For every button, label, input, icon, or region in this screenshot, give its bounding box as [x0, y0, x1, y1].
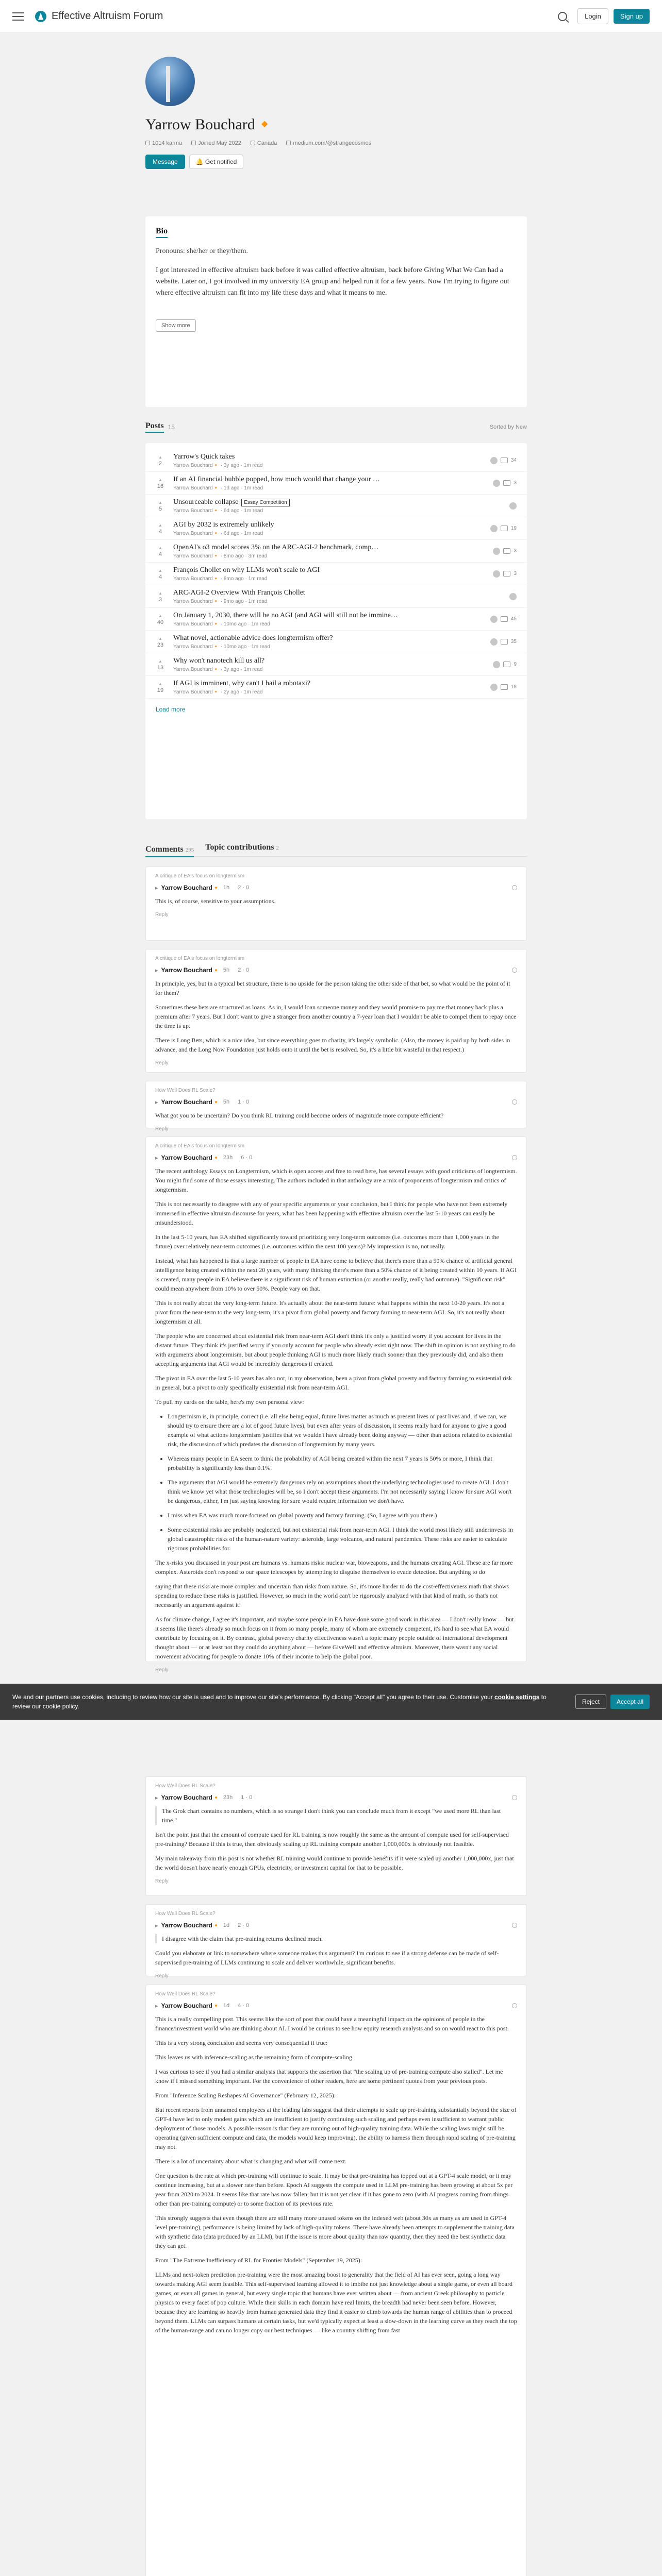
tab-topic-contributions[interactable] — [205, 843, 279, 852]
author-avatar — [493, 480, 500, 487]
comment-paragraph: From "Inference Scaling Reshapes AI Governance" (February 12, 2025): — [155, 2092, 336, 2099]
post-karma — [153, 454, 168, 467]
author-avatar — [509, 593, 517, 600]
profile-avatar — [145, 57, 195, 106]
post-row[interactable] — [145, 676, 527, 699]
post-body — [173, 498, 481, 514]
comment-author[interactable]: Yarrow Bouchard🔸 — [161, 1794, 220, 1801]
author-avatar — [490, 457, 498, 464]
cookie-text-after: to review our cookie policy. — [12, 1693, 547, 1710]
joined-stat — [191, 140, 241, 146]
comment-author[interactable]: Yarrow Bouchard🔸 — [161, 1154, 220, 1161]
post-right — [481, 457, 517, 464]
comment-votes[interactable]: 6 · 0 — [241, 1155, 253, 1161]
karma-stat — [145, 140, 182, 146]
post-karma — [153, 681, 168, 693]
comment-count[interactable]: 18 — [510, 684, 517, 690]
post-title[interactable] — [173, 544, 481, 552]
author-avatar — [490, 684, 498, 691]
post-title-text[interactable]: ARC-AGI-2 Overview With François Chollet — [173, 588, 305, 597]
comment-paragraph: The x-risks you discussed in your post are humans vs. humans risks: nuclear war, bioweapons, and the humans creating AGI. These are far more complex. Asteroids don't respond to our space telescopes by attempting to disguise themselves to evade detection. But anything to do — [155, 1559, 513, 1575]
cookie-banner — [0, 1684, 662, 1720]
upvote-icon[interactable]: ▲ — [158, 681, 162, 686]
post-right — [481, 684, 517, 691]
post-karma — [153, 658, 168, 671]
post-title[interactable] — [173, 612, 481, 620]
comment-card — [145, 867, 527, 941]
comment-votes[interactable]: 4 · 0 — [238, 2003, 250, 2009]
quote-text: I disagree with the claim that pre-training returns declined much. — [162, 1935, 323, 1942]
posts-heading: Posts — [145, 421, 164, 433]
load-more-link[interactable]: Load more — [156, 706, 186, 713]
website-text[interactable]: medium.com/@strangecosmos — [293, 140, 372, 146]
post-row[interactable] — [145, 472, 527, 495]
post-right — [481, 593, 517, 600]
post-karma — [153, 590, 168, 603]
post-right — [481, 570, 517, 578]
post-row[interactable] — [145, 449, 527, 472]
comment-paragraph: What got you to be uncertain? Do you think RL training could become orders of magnitude more compute efficient? — [155, 1112, 444, 1119]
collapse-icon[interactable]: ▸ — [155, 1794, 158, 1801]
bell-icon: 🔔 — [195, 158, 205, 165]
post-title-text[interactable]: On January 1, 2030, there will be no AGI (and AGI will still not be immine… — [173, 611, 398, 619]
karma-value: 5 — [158, 505, 162, 512]
get-notified-label: Get notified — [205, 158, 237, 165]
reply-button[interactable]: Reply — [155, 1667, 169, 1673]
post-row[interactable] — [145, 631, 527, 653]
post-right — [481, 661, 517, 668]
karma-value: 23 — [157, 641, 164, 648]
comment-card — [145, 1904, 527, 1979]
post-title[interactable] — [173, 476, 481, 484]
get-notified-button[interactable] — [189, 155, 244, 169]
author-avatar — [493, 570, 500, 578]
post-meta: Yarrow Bouchard🔸 · 6d ago · 1m read — [173, 530, 263, 536]
comment-link-icon[interactable] — [512, 2003, 517, 2008]
comment-link-icon[interactable] — [512, 1099, 517, 1105]
karma-text: 1014 karma — [152, 140, 183, 146]
reply-button[interactable]: Reply — [155, 912, 169, 918]
comment-post-context[interactable]: How Well Does RL Scale? — [155, 1088, 216, 1093]
karma-value: 4 — [158, 573, 162, 580]
upvote-icon[interactable]: ▲ — [158, 613, 162, 618]
karma-value: 40 — [157, 619, 164, 625]
post-body — [173, 634, 481, 650]
post-meta: Yarrow Bouchard🔸 · 3y ago · 1m read — [173, 666, 263, 672]
comment-age: 1d — [223, 1922, 230, 1928]
reply-button[interactable]: Reply — [155, 1060, 169, 1066]
comment-paragraph: As for climate change, I agree it's important, and maybe some people in EA have done some good work in this area — I don't really know — but it seems like there's already so much focus on it from so many people, many of whom are extremely competent, it's hard to see what EA would contribute by focusing on it. By contrast, global poverty charity effectiveness wasn't a topic many people outside of international development thought about — or at least not they could do anything about — before GiveWell and effective altruism. Moreover, there wasn't any social movement advocating for people to donate 10% of their income to help the global poor. — [155, 1616, 514, 1660]
comment-paragraph: This is not necessarily to disagree with any of your specific arguments or your conclusion, but I think for people who have not been extremely immersed in effective altruism discourse for years, what has been happening with effective altruism over the last 5-10 years can easily be misunderstood. — [155, 1200, 508, 1226]
karma-value: 19 — [157, 687, 164, 693]
post-row[interactable] — [145, 653, 527, 676]
post-meta: Yarrow Bouchard🔸 · 10mo ago · 1m read — [173, 643, 270, 650]
post-meta: Yarrow Bouchard🔸 · 2y ago · 1m read — [173, 689, 263, 695]
post-body — [173, 612, 481, 627]
karma-value: 2 — [158, 460, 162, 467]
comment-author[interactable]: Yarrow Bouchard🔸 — [161, 967, 220, 974]
post-title-text[interactable]: François Chollet on why LLMs won't scale to AGI — [173, 566, 320, 574]
karma-icon — [145, 141, 150, 145]
comment-author[interactable]: Yarrow Bouchard🔸 — [161, 884, 220, 891]
reply-button[interactable]: Reply — [155, 1878, 169, 1884]
comment-age: 1d — [223, 2003, 230, 2009]
comment-paragraph: This is a very strong conclusion and seems very consequential if true: — [155, 2039, 328, 2046]
post-title[interactable] — [173, 566, 481, 574]
comment-paragraph: This is, of course, sensitive to your assumptions. — [155, 897, 276, 905]
post-title-text[interactable]: AGI by 2032 is extremely unlikely — [173, 520, 274, 529]
cookie-buttons — [575, 1694, 650, 1709]
comment-post-context[interactable]: How Well Does RL Scale? — [155, 1911, 216, 1917]
comment-header — [155, 1794, 517, 1801]
comment-card — [145, 949, 527, 1073]
posts-header — [145, 421, 527, 433]
author-avatar — [490, 525, 498, 532]
post-karma — [153, 545, 168, 557]
comment-author[interactable]: Yarrow Bouchard🔸 — [161, 2002, 220, 2009]
link-icon — [286, 141, 291, 145]
post-right — [481, 502, 517, 510]
comment-paragraph: There is Long Bets, which is a nice idea, but since everything goes to charity, it's largely symbolic. (Also, the money is paid up by both sides in advance, and the Long Now Foundation just holds onto it until the bet is resolved. So, it's a little bit wasteful in that respect.) — [155, 1037, 510, 1053]
tab-comments[interactable] — [145, 845, 194, 857]
comment-post-context[interactable]: How Well Does RL Scale? — [155, 1783, 216, 1789]
accept-cookies-button[interactable]: Accept all — [610, 1694, 650, 1709]
comment-age: 23h — [223, 1155, 233, 1161]
post-meta: Yarrow Bouchard🔸 · 1d ago · 1m read — [173, 485, 263, 491]
comment-link-icon[interactable] — [512, 1923, 517, 1928]
collapse-icon[interactable]: ▸ — [155, 1099, 158, 1106]
comment-paragraph: This is a really compelling post. This seems like the sort of post that could have a meaningful impact on the opinions of people in the finance/investment world who are thinking about AI. I would be curious to see how equity research analysts and so on would react to this post. — [155, 2015, 509, 2032]
message-button[interactable]: Message — [145, 155, 185, 169]
comment-votes[interactable]: 2 · 0 — [238, 967, 250, 973]
sort-dropdown[interactable]: Sorted by New — [489, 424, 527, 430]
post-body — [173, 521, 481, 536]
comment-votes[interactable]: 2 · 0 — [238, 885, 250, 891]
comment-count[interactable]: 3 — [514, 571, 517, 577]
post-karma — [153, 522, 168, 535]
comment-votes[interactable]: 1 · 0 — [238, 1099, 250, 1105]
website-link[interactable] — [286, 140, 371, 146]
upvote-icon[interactable]: ▲ — [158, 568, 162, 573]
post-row[interactable] — [145, 608, 527, 631]
comment-paragraph: This strongly suggests that even though there are still many more unused tokens on the indexed web (about 30x as many as are used in GPT-4 level pre-training), performance is being limited by lack of high-quality tokens. There have already been attempts to supplement the training data with synthetic data (data produced by an LLM), but if the issue is more about quality than raw quantity, then they need the best synthetic data they can get. — [155, 2214, 515, 2249]
comment-icon[interactable] — [503, 662, 510, 667]
menu-icon[interactable] — [12, 12, 24, 21]
post-body — [173, 476, 481, 491]
bio-heading: Bio — [156, 227, 168, 238]
comment-paragraph: This leaves us with inference-scaling as the remaining form of compute-scaling. — [155, 2054, 354, 2061]
cookie-text-before: We and our partners use cookies, including to review how our site is used and to improve our site's performance. By clicking "Accept all" you agree to their use. Customise your — [12, 1693, 495, 1701]
comment-age: 5h — [223, 967, 230, 973]
comment-count[interactable]: 9 — [514, 662, 517, 667]
comment-author[interactable]: Yarrow Bouchard🔸 — [161, 1922, 220, 1929]
author-avatar — [509, 502, 517, 510]
post-body — [173, 657, 481, 672]
collapse-icon[interactable]: ▸ — [155, 1922, 158, 1929]
comment-icon[interactable] — [503, 480, 510, 486]
show-more-button[interactable]: Show more — [156, 319, 196, 332]
comment-link-icon[interactable] — [512, 885, 517, 890]
reply-button[interactable]: Reply — [155, 1973, 169, 1979]
collapse-icon[interactable]: ▸ — [155, 967, 158, 974]
location-text: Canada — [257, 140, 277, 146]
comment-card — [145, 1985, 527, 2576]
post-meta: Yarrow Bouchard🔸 · 8mo ago · 1m read — [173, 575, 268, 582]
bio-pronouns: Pronouns: she/her or they/them. — [156, 247, 248, 255]
comment-paragraph: The pivot in EA over the last 5-10 years has also not, in my observation, been a pivot from global poverty and factory farming to existential risk in general, but a pivot to only specifically existential risk from near-term AGI. — [155, 1375, 512, 1391]
post-title[interactable] — [173, 521, 481, 529]
comment-count[interactable]: 19 — [510, 526, 517, 531]
comment-paragraph: But recent reports from unnamed employees at the leading labs suggest that their attempts to scale up pre-training substantially beyond the size of GPT-4 have led to only modest gains which are insufficient to justify continuing such scaling and perhaps even insufficient to warrant public deployment of those models. A possible reason is that they are running out of high-quality training data. While the scaling laws might still be operating (given sufficient compute and data, the models would keep improving), the ability to harness them through rapid scaling of pre-training may not. — [155, 2106, 517, 2150]
post-title-text[interactable]: If an AI financial bubble popped, how much would that change your … — [173, 475, 380, 483]
comment-count[interactable]: 45 — [510, 616, 517, 622]
post-body — [173, 566, 481, 582]
karma-value: 3 — [158, 596, 162, 603]
post-title[interactable] — [173, 589, 481, 597]
tab-comments-count: 295 — [185, 847, 194, 853]
profile-name: Yarrow Bouchard🔸 — [145, 116, 275, 133]
comment-icon[interactable] — [501, 684, 508, 690]
karma-value: 13 — [157, 664, 164, 671]
post-meta: Yarrow Bouchard🔸 · 9mo ago · 1m read — [173, 598, 268, 604]
comment-card — [145, 1081, 527, 1132]
collapse-icon[interactable]: ▸ — [155, 1155, 158, 1161]
cookie-text — [12, 1692, 559, 1711]
comment-paragraph: I was curious to see if you had a similar analysis that supports the assertion that "the scaling up of pre-training compute also stalled". Let me know if I missed something important. For the convenience of other readers, here are some pertinent quotes from your previous posts. — [155, 2068, 503, 2084]
collapse-icon[interactable]: ▸ — [155, 2003, 158, 2009]
posts-count: 15 — [168, 423, 175, 431]
comment-link-icon[interactable] — [512, 968, 517, 973]
post-row[interactable] — [145, 495, 527, 517]
post-karma — [153, 636, 168, 648]
profile-meta — [145, 140, 371, 146]
upvote-icon[interactable]: ▲ — [158, 590, 162, 596]
comment-quote — [155, 1806, 517, 1825]
post-row[interactable] — [145, 540, 527, 563]
post-meta: Yarrow Bouchard🔸 · 10mo ago · 1m read — [173, 621, 270, 627]
collapse-icon[interactable]: ▸ — [155, 885, 158, 891]
comment-bullet: • Longtermism is, in principle, correct (i.e. all else being equal, future lives matter as much as present lives or past lives and, if we can, we should try to ensure there are a lot of good future lives), but even after years of discussion, it seems really hard for anyone to give a good example of what actions longtermism justifies that we wouldn't have already been doing anyway — other than actions related to existential risk, the discussion of which predates the discussion of longtermism by many years. — [168, 1412, 517, 1449]
comment-post-context[interactable]: A critique of EA's focus on longtermism — [155, 956, 245, 961]
comment-bullet: • Whereas many people in EA seem to think the probability of AGI being created within the next 7 years is 50% or more, I think that probability is significantly less than 0.1%. — [168, 1454, 517, 1472]
comment-count[interactable]: 3 — [514, 480, 517, 486]
tab-topic-label: Topic contributions — [205, 843, 274, 852]
upvote-icon[interactable]: ▲ — [158, 454, 162, 460]
author-avatar — [493, 661, 500, 668]
top-bar — [0, 0, 662, 33]
comments-tabs — [145, 843, 527, 857]
comment-paragraph: In principle, yes, but in a typical bet structure, there is no upside for the person taking the other side of that bet, so what would be the point of it for them? — [155, 980, 510, 996]
bio-text: I got interested in effective altruism back before it was called effective altruism, back before Giving What We Can had a website. Later on, I got involved in my university EA group and helped run it for a few years. Now I'm trying to figure out where effective altruism can fit into my life these days and what it means to me. — [156, 266, 509, 297]
post-karma — [153, 477, 168, 489]
post-title[interactable] — [173, 634, 481, 642]
comment-count[interactable]: 35 — [510, 639, 517, 645]
upvote-icon[interactable]: ▲ — [158, 636, 162, 641]
post-right — [481, 525, 517, 532]
comment-header — [155, 2002, 517, 2009]
karma-value: 4 — [158, 551, 162, 557]
karma-value: 16 — [157, 483, 164, 489]
comment-paragraph: The recent anthology Essays on Longtermism, which is open access and free to read here, has several essays with good criticisms of longtermism. You might find some of those essays interesting. The authors included in that anthology are a mix of proponents of longtermism and critics of longtermism. — [155, 1167, 517, 1193]
post-meta: Yarrow Bouchard🔸 · 3y ago · 1m read — [173, 462, 263, 468]
reject-cookies-button[interactable]: Reject — [575, 1694, 606, 1709]
comment-paragraph: There is a lot of uncertainty about what is changing and what will come next. — [155, 2158, 346, 2165]
upvote-icon[interactable]: ▲ — [158, 658, 162, 664]
comment-paragraph: Isn't the point just that the amount of compute used for RL training is now roughly the same as the amount of compute used for self-supervised pre-training? Because if this is true, then obviously scaling up RL training compute another 1,000,000x is obviously not feasible. — [155, 1831, 509, 1848]
post-row[interactable] — [145, 517, 527, 540]
post-karma — [153, 613, 168, 625]
post-title-text[interactable]: Unsourceable collapse — [173, 498, 239, 506]
post-title-text[interactable]: If AGI is imminent, why can't I hail a robotaxi? — [173, 679, 311, 687]
post-title[interactable] — [173, 680, 481, 688]
comment-quote — [155, 1934, 517, 1943]
karma-value: 4 — [158, 528, 162, 535]
joined-text: Joined May 2022 — [198, 140, 241, 146]
reply-button[interactable]: Reply — [155, 1126, 169, 1132]
comment-icon[interactable] — [501, 639, 508, 645]
post-tag[interactable]: Essay Competition — [241, 499, 289, 506]
comment-paragraph: My main takeaway from this post is not whether RL training would continue to provide benefits if it were scaled up another 1,000,000x, just that the world doesn't have nearly enough GPUs, electricity, or investment capital for that to be possible. — [155, 1855, 514, 1871]
post-body — [173, 589, 481, 604]
comment-post-context[interactable]: A critique of EA's focus on longtermism — [155, 873, 245, 879]
comment-paragraph: In the last 5-10 years, has EA shifted significantly toward prioritizing very long-term outcomes (i.e. outcomes more than 1,000 years in the future) over relatively near-term outcomes (i.e. outcomes within the next 100 years)? My impression is no, not really. — [155, 1233, 499, 1250]
bio-card — [145, 216, 527, 407]
comment-age: 1h — [223, 885, 230, 891]
signup-button[interactable]: Sign up — [614, 9, 650, 24]
upvote-icon[interactable]: ▲ — [158, 522, 162, 528]
comment-icon[interactable] — [501, 526, 508, 531]
comment-votes[interactable]: 2 · 0 — [238, 1922, 250, 1928]
post-karma — [153, 500, 168, 512]
comment-paragraph: The people who are concerned about existential risk from near-term AGI don't think it's only a justified worry if you account for lives in the distant future. They think it's justified worry if you only account for people who already exist right now. The shift in opinion is not anything to do with arguments about longtermism, but about people thinking AGI is much more likely much sooner than they previously did, and also them accepting arguments that AGI would be incredibly dangerous if created. — [155, 1332, 516, 1367]
comment-post-context[interactable]: How Well Does RL Scale? — [155, 1991, 216, 1997]
post-right — [481, 548, 517, 555]
location-stat — [251, 140, 277, 146]
post-right — [481, 480, 517, 487]
comment-paragraph: To pull my cards on the table, here's my own personal view: — [155, 1398, 304, 1405]
comment-bullet: • Some existential risks are probably neglected, but not existential risk from near-term AGI. I think the world most likely still underinvests in global catastrophic risks of the human-nature variety: asteroids, large volcanos, and natural pandemics. These risks are easier to calculate rigorous probabilities for. — [168, 1525, 517, 1553]
comment-header — [155, 1922, 517, 1929]
comment-count[interactable]: 3 — [514, 548, 517, 554]
author-avatar — [490, 638, 498, 646]
quote-text: The Grok chart contains no numbers, which is so strange I don't think you can conclude much from it except "we used more RL than last time." — [162, 1807, 501, 1824]
author-avatar — [493, 548, 500, 555]
post-body — [173, 544, 481, 559]
post-title[interactable] — [173, 498, 481, 506]
post-right — [481, 638, 517, 646]
site-title[interactable]: Effective Altruism Forum — [52, 10, 163, 22]
top-right-controls — [558, 8, 650, 24]
tab-topic-count: 2 — [276, 845, 279, 851]
tab-comments-label: Comments — [145, 845, 184, 854]
comment-card — [145, 1776, 527, 1896]
comment-icon[interactable] — [501, 616, 508, 622]
comment-link-icon[interactable] — [512, 1795, 517, 1800]
comment-paragraph: Could you elaborate or link to somewhere where someone makes this argument? I'm curious to see if a strong defense can be made of self-supervised pre-training of LLMs continuing to scale and deliver worthwhile, significant benefits. — [155, 1950, 499, 1966]
comment-paragraph: saying that these risks are more complex and uncertain than risks from nature. So, it's more harder to do the cost-effectiveness math that shows spending to reduce these risks is justified. However, so much in the world can't be rigorously analyzed with that kind of math, so that's not necessarily an argument against it! — [155, 1583, 509, 1608]
comment-paragraph: LLMs and next-token prediction pre-training were the most amazing boost to generality that the field of AI has ever seen, going a long way towards making AGI seem feasible. This self-supervised learning allowed it to imbibe not just knowledge about a single game, or even all board games, or even all games in general, but every single topic that humans have ever written about — from ancient Greek philosophy to particle physics to every facet of pop culture. While their skills in each domain have real limits, the breadth had never been seen before. However, because they are learning so heavily from human generated data they find it easier to climb towards the human range of abilities than to proceed beyond them. LLMs can surpass humans at certain tasks, but we'd typically expect at least a slow-down in the learning curve as they reach the top of the human-range and can no longer copy our best techniques — like a country shifting from fast — [155, 2271, 517, 2334]
cookie-settings-link[interactable]: cookie settings — [494, 1693, 540, 1701]
comment-count[interactable]: 34 — [510, 457, 517, 463]
post-title[interactable] — [173, 657, 481, 665]
comment-card — [145, 1137, 527, 1673]
comment-bullet: • The arguments that AGI would be extremely dangerous rely on assumptions about the underlying technologies used to create AGI. I don't think we know yet what those technologies will be, so I don't accept these arguments. I'm not necessarily saying I know for sure AGI won't be dangerous, either, I'm just saying knowing for sure would require information we don't have. — [168, 1478, 517, 1505]
post-meta: Yarrow Bouchard🔸 · 6d ago · 1m read — [173, 507, 263, 514]
post-row[interactable] — [145, 585, 527, 608]
post-karma — [153, 568, 168, 580]
comment-icon[interactable] — [503, 571, 510, 577]
comment-post-context[interactable]: A critique of EA's focus on longtermism — [155, 1143, 245, 1149]
comment-paragraph: Instead, what has happened is that a large number of people in EA have come to believe that there's more than a 50% chance of artificial general intelligence being created within the next 20 years, with many thinking there's more than a 50% chance of it being created within 10 years. If AGI is created, many people in EA believe there is a significant risk of human extinction (or another really, really bad outcome). "Significant risk" could mean anywhere from 10% to over 50%. People vary on that. — [155, 1257, 517, 1292]
comment-icon[interactable] — [501, 457, 508, 463]
post-row[interactable] — [145, 563, 527, 585]
author-avatar — [490, 616, 498, 623]
forum-logo-icon[interactable] — [35, 11, 46, 22]
post-title-text[interactable]: What novel, actionable advice does longtermism offer? — [173, 634, 333, 642]
upvote-icon[interactable]: ▲ — [158, 545, 162, 550]
comment-header — [155, 1154, 517, 1161]
comment-paragraph: From "The Extreme Inefficiency of RL for Frontier Models" (September 19, 2025): — [155, 2257, 362, 2264]
comment-bullet: • I miss when EA was much more focused on global poverty and factory farming. (So, I agree with you there.) — [168, 1511, 517, 1520]
login-button[interactable]: Login — [577, 8, 608, 24]
post-right — [481, 616, 517, 623]
comment-age: 5h — [223, 1099, 230, 1105]
calendar-icon — [191, 141, 196, 145]
comment-author[interactable]: Yarrow Bouchard🔸 — [161, 1098, 220, 1106]
comment-votes[interactable]: 1 · 0 — [241, 1794, 253, 1801]
comment-header — [155, 967, 517, 974]
location-icon — [251, 141, 255, 145]
post-title-text[interactable]: OpenAI's o3 model scores 3% on the ARC-AGI-2 benchmark, comp… — [173, 543, 379, 551]
comment-header — [155, 884, 517, 891]
profile-actions — [145, 155, 243, 169]
comment-paragraph: This is not really about the very long-term future. It's actually about the near-term future: what happens within the next 10-20 years. It's not a pivot from the near-term to the very long-term, it's a pivot from global poverty and factory farming to near-term AGI. So, it's not really about longtermism at all. — [155, 1299, 505, 1325]
upvote-icon[interactable]: ▲ — [158, 500, 162, 505]
search-icon[interactable] — [558, 12, 567, 21]
post-title-text[interactable]: Yarrow's Quick takes — [173, 452, 235, 461]
comment-paragraph: One question is the rate at which pre-training will continue to scale. It may be that pre-training has topped out at a GPT-4 scale model, or it may continue increasing, but at a slower rate than before. Epoch AI suggests the compute used in LLM pre-training has been growing at about 5x per year from 2020 to 2024. It seems like that rate has now fallen, but it is not yet clear if it has gone to zero (with AI progress coming from things other than pre-training compute) or to some fraction of its previous rate. — [155, 2172, 513, 2207]
post-body — [173, 680, 481, 695]
upvote-icon[interactable]: ▲ — [158, 477, 162, 482]
comment-bullet-list — [168, 1412, 517, 1553]
post-meta: Yarrow Bouchard🔸 · 8mo ago · 3m read — [173, 553, 268, 559]
post-title-text[interactable]: Why won't nanotech kill us all? — [173, 656, 265, 665]
post-title[interactable] — [173, 453, 481, 461]
comment-link-icon[interactable] — [512, 1155, 517, 1160]
comment-icon[interactable] — [503, 548, 510, 554]
post-body — [173, 453, 481, 468]
posts-list — [145, 443, 527, 819]
comment-age: 23h — [223, 1794, 233, 1801]
comment-paragraph: Sometimes these bets are structured as loans. As in, I would loan someone money and they would promise to pay me that money back plus a premium after 7 years. But I don't want to give a stranger from another country a 7-year loan that I wouldn't be able to compel them to repay once the time is up. — [155, 1004, 517, 1029]
comment-header — [155, 1098, 517, 1106]
